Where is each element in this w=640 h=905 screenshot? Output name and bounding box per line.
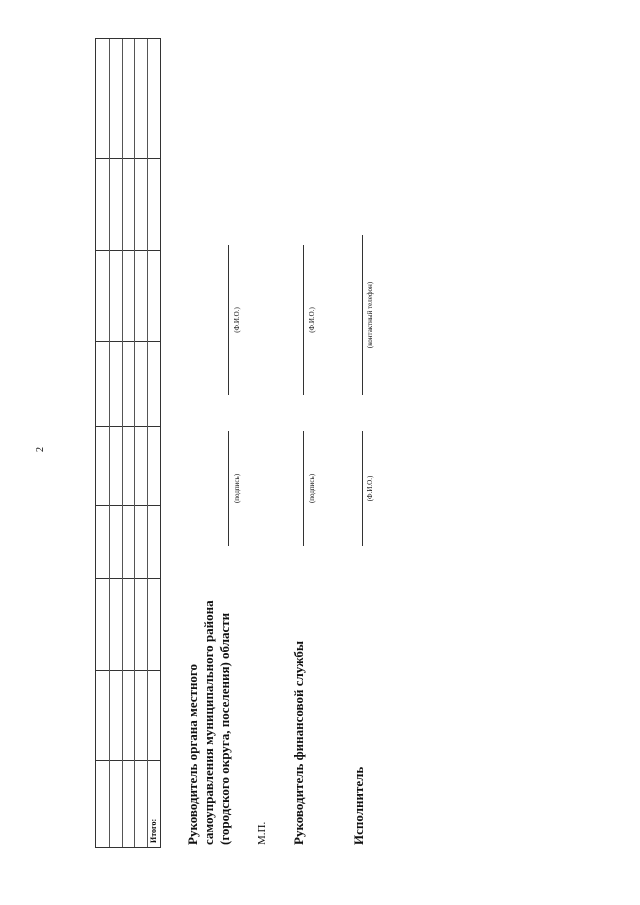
executor-phone-caption: (контактный телефон)	[366, 281, 374, 349]
stamp-label: М.П.	[256, 821, 268, 845]
table-column-divider	[96, 426, 160, 427]
table-column-divider	[96, 670, 160, 671]
executor-name-line	[362, 431, 363, 546]
finance-signature-line	[303, 431, 304, 546]
table-column-divider	[96, 578, 160, 579]
executor-phone-line	[362, 235, 363, 395]
table-row-divider	[147, 39, 148, 847]
finance-name-caption: (Ф.И.О.)	[308, 307, 316, 333]
finance-head-title: Руководитель финансовой службы	[291, 640, 306, 845]
head-signature-caption: (подпись)	[233, 473, 241, 504]
finance-signature-caption: (подпись)	[308, 473, 316, 504]
head-title-line-1: Руководитель органа местного	[185, 663, 200, 845]
head-name-caption: (Ф.И.О.)	[233, 307, 241, 333]
table-column-divider	[96, 760, 160, 761]
executor-title: Исполнитель	[351, 766, 366, 845]
head-title-line-2: самоуправления муниципального района	[201, 600, 216, 845]
head-title-line-3: (городского округа, поселения) области	[217, 612, 232, 845]
table-row-divider	[109, 39, 110, 847]
report-table	[95, 38, 161, 848]
page-number: 2	[35, 447, 46, 452]
head-signature-line	[228, 431, 229, 546]
total-label: Итого:	[149, 818, 158, 843]
table-column-divider	[96, 250, 160, 251]
table-row-divider	[134, 39, 135, 847]
table-column-divider	[96, 505, 160, 506]
table-row-divider	[122, 39, 123, 847]
table-column-divider	[96, 341, 160, 342]
executor-name-caption: (Ф.И.О.)	[366, 475, 374, 502]
table-column-divider	[96, 158, 160, 159]
finance-name-line	[303, 245, 304, 395]
head-name-line	[228, 245, 229, 395]
